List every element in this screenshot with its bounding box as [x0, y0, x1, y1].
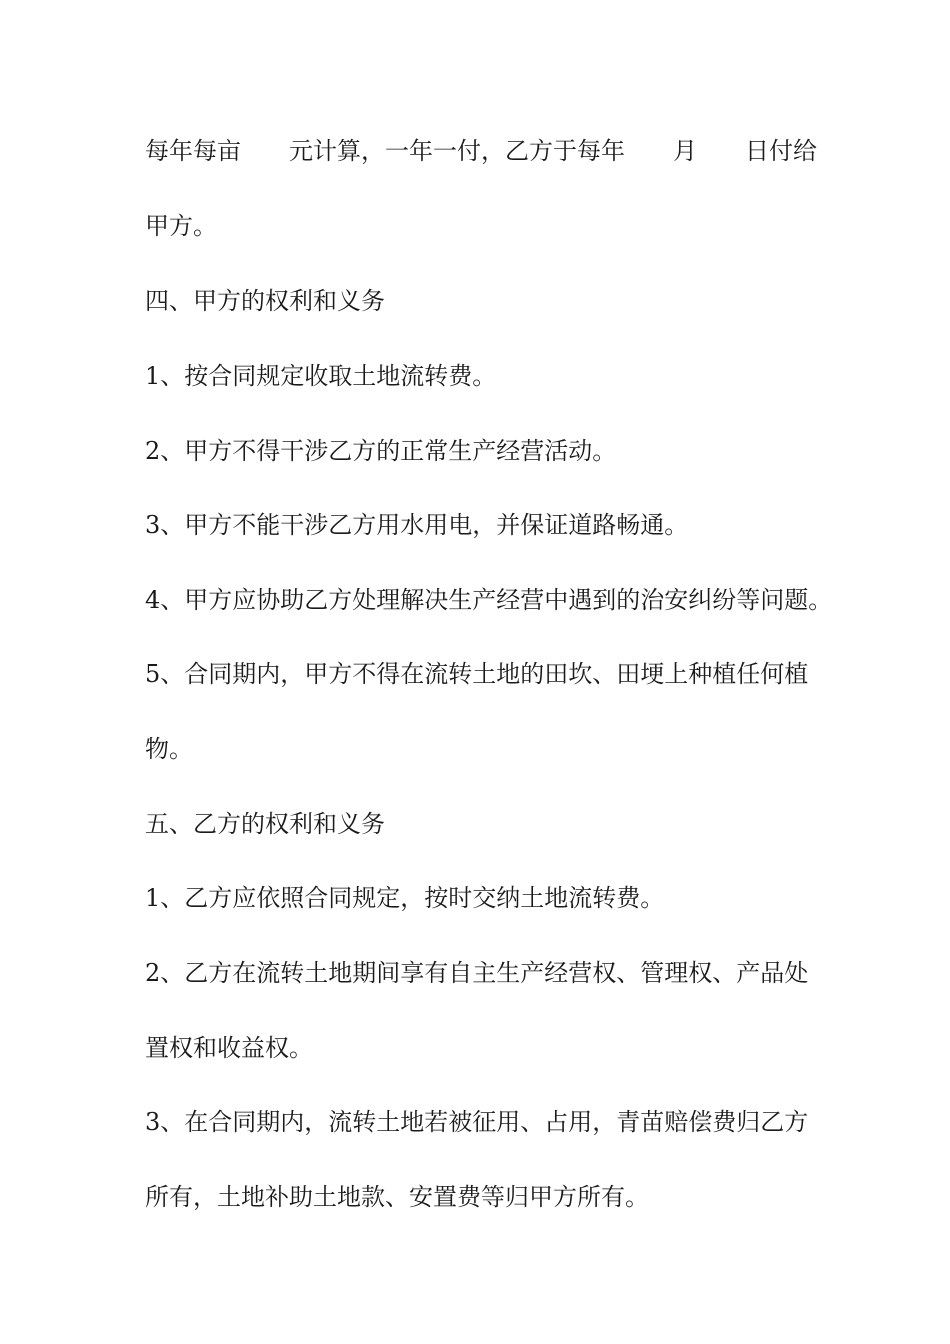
list-item-continuation: 所有，土地补助土地款、安置费等归甲方所有。: [145, 1183, 649, 1211]
list-item: 4、甲方应协助乙方处理解决生产经营中遇到的治安纠纷等问题。: [145, 586, 833, 614]
list-item-continuation: 置权和收益权。: [145, 1034, 313, 1062]
list-item: 1、按合同规定收取土地流转费。: [145, 362, 497, 390]
list-item: 1、乙方应依照合同规定，按时交纳土地流转费。: [145, 884, 665, 912]
section-heading: 四、甲方的权利和义务: [145, 287, 385, 315]
list-item-continuation: 物。: [145, 735, 193, 763]
paragraph-line: 甲方。: [145, 212, 217, 240]
list-item: 5、合同期内，甲方不得在流转土地的田坎、田埂上种植任何植: [145, 660, 809, 688]
list-item: 3、甲方不能干涉乙方用水用电，并保证道路畅通。: [145, 511, 689, 539]
section-heading: 五、乙方的权利和义务: [145, 810, 385, 838]
paragraph-line: 每年每亩 元计算，一年一付，乙方于每年 月 日付给: [145, 137, 817, 165]
list-item: 2、乙方在流转土地期间享有自主生产经营权、管理权、产品处: [145, 959, 809, 987]
list-item: 2、甲方不得干涉乙方的正常生产经营活动。: [145, 437, 617, 465]
list-item: 3、在合同期内，流转土地若被征用、占用，青苗赔偿费归乙方: [145, 1108, 809, 1136]
